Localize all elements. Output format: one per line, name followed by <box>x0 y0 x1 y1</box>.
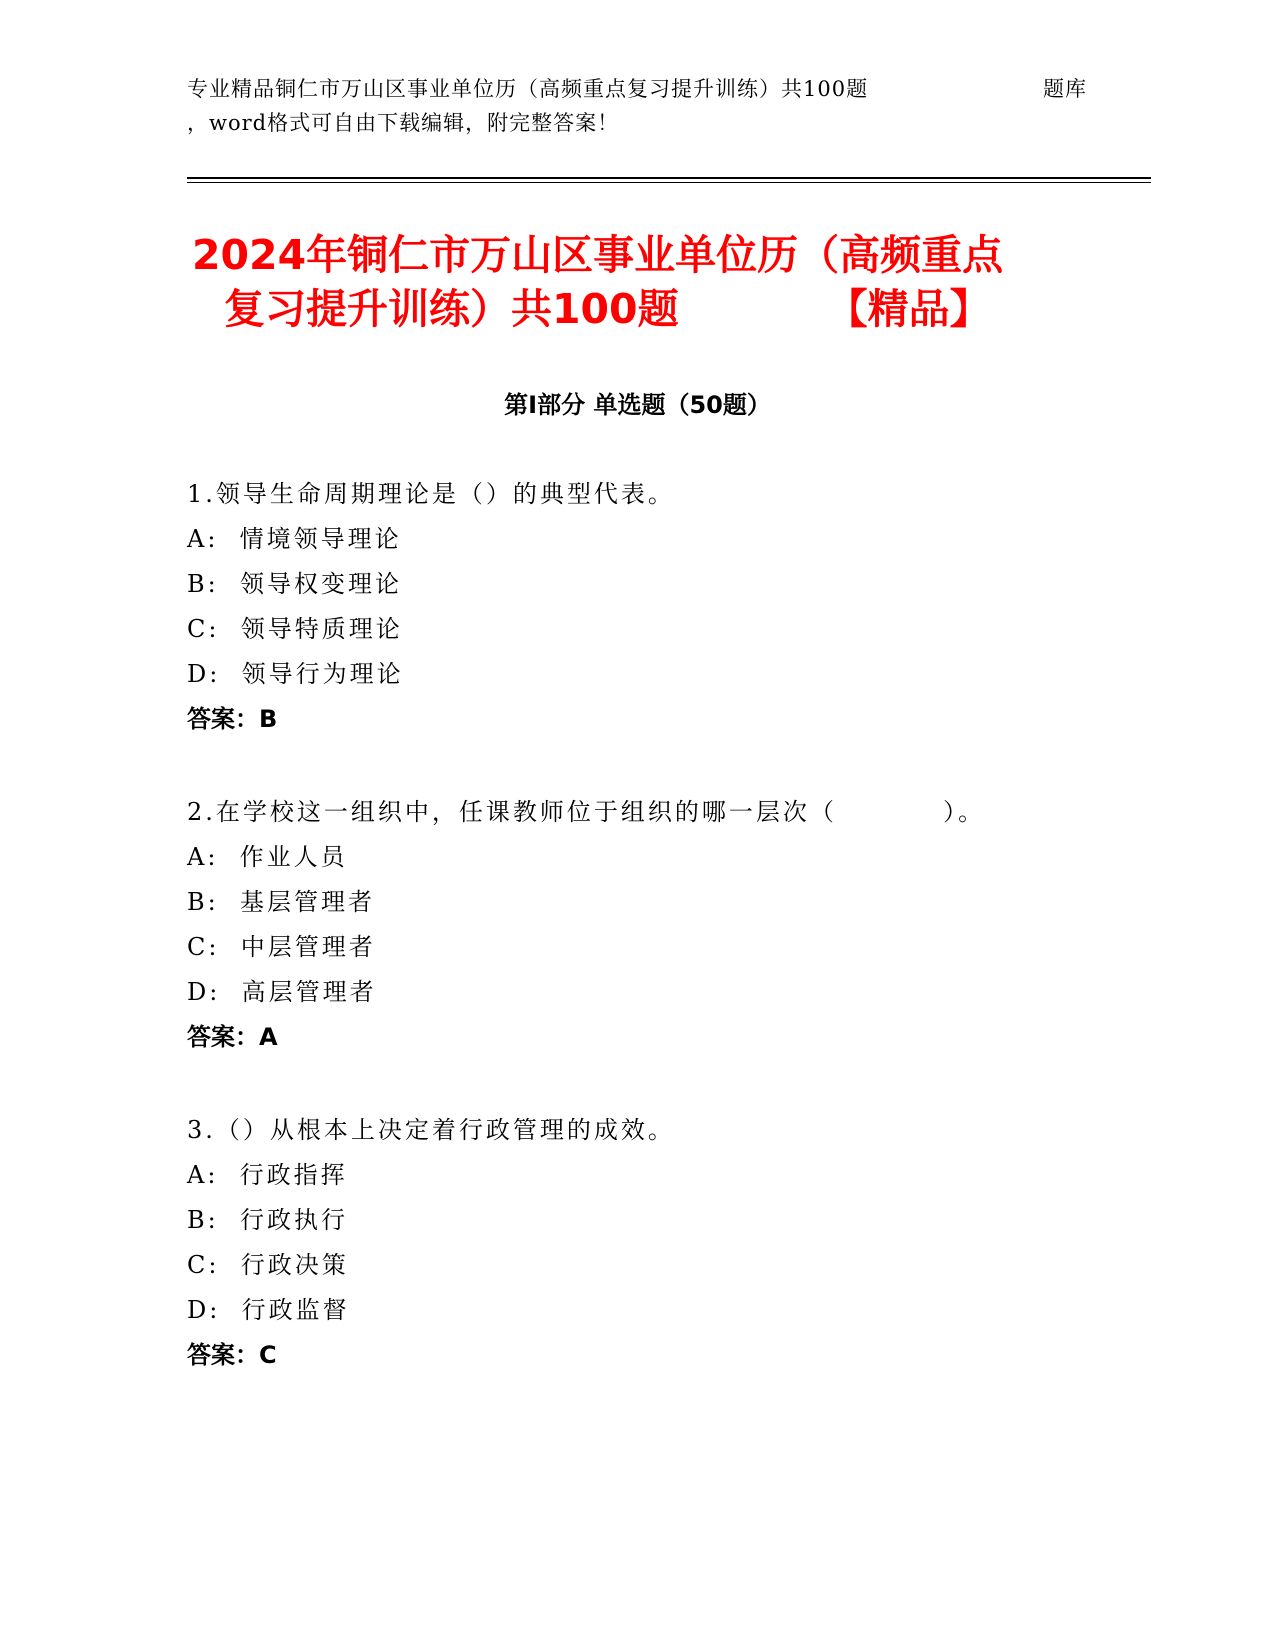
title-tag: 【精品】 <box>826 285 991 333</box>
question-2 <box>187 790 1087 1060</box>
option-c: C: 行政决策 <box>187 1251 349 1279</box>
title-line-2: 复习提升训练）共100题 <box>224 285 679 333</box>
header-tag: 题库 <box>1043 77 1087 101</box>
question-3 <box>187 1108 1087 1378</box>
option-d: D: 领导行为理论 <box>187 660 404 688</box>
answer: 答案：A <box>187 1023 278 1051</box>
option-a: A: 行政指挥 <box>187 1161 348 1189</box>
option-a: A: 情境领导理论 <box>187 525 402 553</box>
option-d: D: 高层管理者 <box>187 978 377 1006</box>
option-a: A: 作业人员 <box>187 843 348 871</box>
answer: 答案：C <box>187 1341 277 1369</box>
question-stem: 1.领导生命周期理论是（）的典型代表。 <box>187 480 675 508</box>
header-divider-thick <box>187 177 1151 179</box>
title-line-2-row <box>192 282 1092 336</box>
question-stem: 2.在学校这一组织中，任课教师位于组织的哪一层次（ ）。 <box>187 798 986 826</box>
header-line-1 <box>187 72 1087 106</box>
header-line-2: ，word格式可自由下载编辑，附完整答案！ <box>187 111 620 135</box>
option-b: B: 行政执行 <box>187 1206 348 1234</box>
header-description: 专业精品铜仁市万山区事业单位历（高频重点复习提升训练）共100题 <box>187 77 869 101</box>
answer: 答案：B <box>187 705 278 733</box>
option-c: C: 领导特质理论 <box>187 615 403 643</box>
header-divider-thin <box>187 182 1151 183</box>
document-title <box>192 228 1092 336</box>
option-b: B: 基层管理者 <box>187 888 375 916</box>
question-1 <box>187 472 1087 742</box>
option-c: C: 中层管理者 <box>187 933 376 961</box>
document-header <box>187 72 1087 140</box>
question-stem: 3.（）从根本上决定着行政管理的成效。 <box>187 1116 675 1144</box>
option-d: D: 行政监督 <box>187 1296 350 1324</box>
section-heading: 第Ⅰ部分 单选题（50题） <box>504 391 771 419</box>
option-b: B: 领导权变理论 <box>187 570 402 598</box>
title-line-1: 2024年铜仁市万山区事业单位历（高频重点 <box>192 231 1004 279</box>
